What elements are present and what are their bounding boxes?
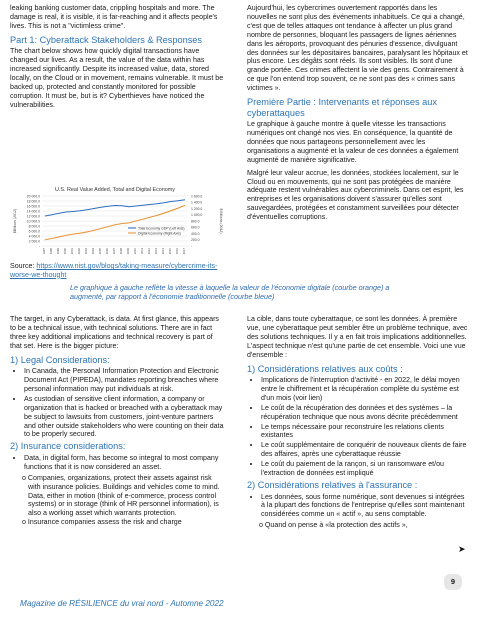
x-tick-label: 2016 <box>175 248 179 255</box>
costs-list <box>247 376 469 478</box>
chart-caption: Le graphique à gauche reflète la vitesse à laquelle la valeur de l'économie digitale (courbe orange) a augmenté, par rapport à l'économie traditionnelle (courbe bleue) <box>70 283 390 301</box>
x-tick-label: 2013 <box>154 248 158 255</box>
y2-tick-label: 600.0 <box>191 225 200 230</box>
y-tick-label: 4 000.0 <box>28 234 40 239</box>
x-tick-label: 2015 <box>168 248 172 255</box>
target-paragraph-fr: La cible, dans toute cyberattaque, ce sont les données. À première vue, une cyberattaque peut sembler être un problème technique, avec des solutions techniques. Il y a en fait trois implications additionnelles. L'aspect technique n'est qu'une partie de cet ensemble. Voici une vue d'ensemble : <box>247 315 468 359</box>
section-heading-en: Part 1: Cyberattack Stakeholders & Responses <box>10 34 203 45</box>
x-tick-label: 1998 <box>49 248 53 255</box>
left-bottom-column <box>10 315 226 527</box>
y2-tick-label: 1 600.0 <box>191 194 203 199</box>
legal-list <box>10 367 226 439</box>
costs-heading: 1) Considérations relatives aux coûts : <box>247 363 403 374</box>
x-tick-label: 2005 <box>98 248 102 255</box>
intro-paragraph-fr: Aujourd'hui, les cybercrimes ouvertement rapportés dans les nouvelles ne sont plus des événements inhabituels. Ce qui a changé, c'est que de telles attaques ont tendance à affecter un plus grand nombre de personnes, bloquant les passagers de lignes aériennes dans les aéroports, provoquant des pénuries d'essence, divulguant des données sur les dépositaires bancaires, paralysant les hôpitaux et plus encore. Les dégâts sont réels. Ils sont visibles. Ils sont d'une grande portée. Ces crimes affectent la vie des gens. Contrairement à ce que l'on entend trop souvent, ce ne sont pas des « crimes sans victimes ». <box>247 4 468 93</box>
list-item: • In Canada, the Personal Information Protection and Electronic Document Act (PIPEDA), mandates reporting breaches where personal information may put individuals at risk. <box>24 367 226 394</box>
y-tick-label: 20 000.0 <box>26 194 40 199</box>
x-tick-label: 2007 <box>112 248 116 255</box>
x-tick-label: 2010 <box>133 248 137 255</box>
x-tick-label: 2003 <box>84 248 88 255</box>
x-tick-label: 2002 <box>77 248 81 255</box>
gdp-digital-economy-chart <box>10 184 226 260</box>
list-item: • As custodian of sensitive client information, a company or organization that is hacked or breached with a cyberattack may be subject to lawsuits from customers, joint-venture partners and other outside stakeholders who were counting on their data to be properly secured. <box>24 395 226 440</box>
x-tick-label: 2017 <box>182 248 186 255</box>
x-tick-label: 2009 <box>126 248 130 255</box>
y-tick-label: 16 000.0 <box>26 204 40 209</box>
chart-source <box>10 262 226 279</box>
y2-tick-label: 1 000.0 <box>191 213 203 218</box>
page-number: 9 <box>444 574 462 590</box>
x-tick-label: 2001 <box>70 248 74 255</box>
vulnerability-paragraph-fr: Malgré leur valeur accrue, les données, stockées localement, sur le Cloud ou en mouvements, qui ne sont pas protégées de manière adéquate restent vulnérables aux cybercriminels. Dans cet esprit, les entreprises et les organisations doivent s'assurer qu'elles sont sauvegardées, protégées et constamment surveillées pour détecter d'éventuelles corruptions. <box>247 168 464 222</box>
list-item: • Le coût du paiement de la rançon, si un ransomware et/ou l'extraction de données est impliqué <box>261 460 469 478</box>
chart-intro-paragraph-fr: Le graphique à gauche montre à quelle vitesse les transactions numériques ont changé nos vies. En conséquence, la quantité de données que nous partageons personnellement avec les organisations a augmenté et la valeur de ces données a également augmenté de manière significative. <box>247 120 459 164</box>
y2-axis-label: $ Billions (2012) <box>219 208 223 234</box>
sub-item: o Insurance companies assess the risk and charge <box>22 518 182 527</box>
y2-tick-label: 400.0 <box>191 231 200 236</box>
x-tick-label: 1999 <box>56 248 60 255</box>
y-tick-label: 12 000.0 <box>26 214 40 219</box>
list-item: • Le coût supplémentaire de conquérir de nouveaux clients de faire des affaires, après une cyberattaque réussie <box>261 441 469 459</box>
y-tick-label: - <box>38 244 40 249</box>
chart-intro-paragraph-en: The chart below shows how quickly digital transactions have changed our lives. As a result, the value of the data within has increased significantly. Despite its increased value, data, stored locally, on the Cloud or in movement, remains vulnerable. It must be backed up, protected and constantly monitored for possible corruption. It must be, but is it? Cyberthieves have noticed the vulnerabilities. <box>10 47 224 109</box>
sub-item: o Quand on pense à «la protection des actifs », <box>259 521 408 530</box>
sub-item: o Companies, organizations, protect their assets against risk with insurance policies. Buildings and vehicles come to mind. Data, either in motion (think of e-commerce, process control systems) or in storage (think of HR personnel information), is also a working asset which warrants protection. <box>22 473 220 518</box>
insurance-list-en <box>10 454 226 472</box>
chart-title: U.S. Real Value Added, Total and Digital Economy <box>55 187 175 193</box>
right-top-column <box>247 4 469 226</box>
y-tick-label: 6 000.0 <box>28 229 40 234</box>
y-tick-label: 10 000.0 <box>26 219 40 224</box>
x-tick-label: 2006 <box>105 248 109 255</box>
list-item: • Le temps nécessaire pour reconstruire les relations clients existantes <box>261 423 469 441</box>
x-tick-label: 2008 <box>119 248 123 255</box>
y-tick-label: 18 000.0 <box>26 199 40 204</box>
y2-tick-label: 1 400.0 <box>191 200 203 205</box>
legal-heading: 1) Legal Considerations: <box>10 354 110 365</box>
x-tick-label: 2000 <box>63 248 67 255</box>
y2-tick-label: 200.0 <box>191 238 200 243</box>
left-top-column <box>10 4 226 114</box>
list-item: • Le coût de la récupération des données et des systèmes – la récupération technique que nous avons décrite précédemment <box>261 404 469 422</box>
x-tick-label: 2004 <box>91 248 95 255</box>
source-label: Source: <box>10 262 37 270</box>
insurance-heading-en: 2) Insurance considerations: <box>10 441 126 452</box>
next-page-arrow-icon[interactable]: ➤ <box>458 544 466 554</box>
y2-tick-label: 1 200.0 <box>191 206 203 211</box>
target-paragraph-en: The target, in any Cyberattack, is data. At first glance, this appears to be a technical issue, with technical solutions. There are in fact three key additional implications and technical recovery is part of that set. Here is the bigger picture: <box>10 315 219 350</box>
legend-label: Digital Economy (Right Axis) <box>138 231 181 236</box>
y-tick-label: 8 000.0 <box>28 224 40 229</box>
section-heading-fr: Première Partie : Intervenants et réponses aux cyberattaques <box>247 97 437 118</box>
source-link[interactable]: https://www.nist.gov/blogs/taking-measure/cybercrime-its-worse-we-thought <box>10 262 218 279</box>
x-tick-label: 2012 <box>147 248 151 255</box>
x-tick-label: 1997 <box>42 248 46 255</box>
x-tick-label: 2014 <box>161 248 165 255</box>
right-bottom-column <box>247 315 469 530</box>
intro-paragraph-en: leaking banking customer data, crippling hospitals and more. The damage is real, it is visible, it is far-reaching and it affects people's lives. This is not a "victimless crime". <box>10 4 218 30</box>
y-tick-label: 14 000.0 <box>26 209 40 214</box>
y2-tick-label: - <box>191 244 193 249</box>
y2-tick-label: 800.0 <box>191 219 200 224</box>
x-tick-label: 2011 <box>140 248 144 255</box>
y-tick-label: 2 000.0 <box>28 239 40 244</box>
list-item: • Data, in digital form, has become so integral to most company functions that it is now considered an asset. <box>24 454 226 472</box>
insurance-heading-fr: 2) Considérations relatives à l'assurance : <box>247 480 418 490</box>
legend-label: Total Economy GDP (Left Axis) <box>138 226 185 231</box>
magazine-footer: Magazine de RÉSILIENCE du vrai nord - Automne 2022 <box>20 599 224 608</box>
list-item: • Implications de l'interruption d'activité - en 2022, le délai moyen entre le chiffrement et la récupération complète du système est d'un mois (voir lien) <box>261 376 469 403</box>
list-item: • Les données, sous forme numérique, sont devenues si intégrées à la plupart des fonctions de l'entreprise qu'elles sont maintenant considérées comme un « actif », au sens comptable. <box>261 493 469 520</box>
insurance-list-fr <box>247 493 469 520</box>
y-axis-label: $Billions (2012) <box>13 208 17 234</box>
